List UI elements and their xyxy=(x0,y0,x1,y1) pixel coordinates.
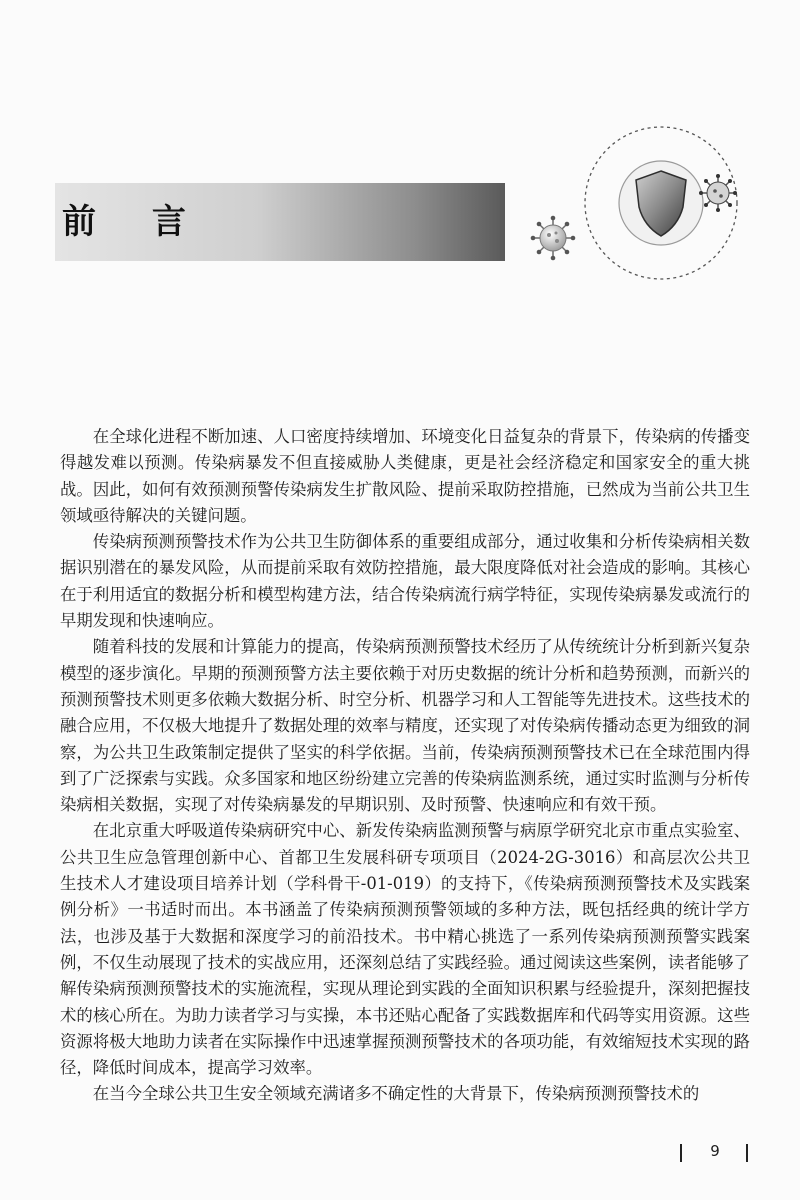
decoration-graphic xyxy=(515,125,765,290)
page-number: 9 xyxy=(710,1142,720,1160)
paragraph: 在当今全球公共卫生安全领域充满诸多不确定性的大背景下，传染病预测预警技术的 xyxy=(92,1084,700,1104)
page-footer xyxy=(680,1142,750,1166)
paragraph: 在北京重大呼吸道传染病研究中心、新发传染病监测预警与病原学研究北京市重点实验室、公共卫生应急管理创新中心、首都卫生发展科研专项项目（2024-2G-3016）和高层次公共卫生技术人才建设项目培养计划（学科骨干-01-019）的支持下，《传染病预测预警技术及实践案例分析》一书适时而出。本书涵盖了传染病预测预警领域的多种方法，既包括经典的统计学方法，也涉及基于大数据和深度学习的前沿技术。书中精心挑选了一系列传染病预测预警实践案例，不仅生动展现了技术的实战应用，还深刻总结了实践经验。通过阅读这些案例，读者能够了解传染病预测预警技术的实施流程，实现从理论到实践的全面知识积累与经验提升，深刻把握技术的核心所在。为助力读者学习与实操，本书还贴心配备了实践数据库和代码等实用资源。这些资源将极大地助力读者在实际操作中迅速掌握预测预警技术的各项功能，有效缩短技术实现的路径，降低时间成本，提高学习效率。 xyxy=(60,821,750,1078)
virus-icon xyxy=(699,174,737,212)
footer-divider xyxy=(746,1144,748,1162)
body-text xyxy=(60,424,750,1108)
footer-divider xyxy=(680,1144,682,1162)
virus-icon xyxy=(531,216,576,261)
paragraph: 传染病预测预警技术作为公共卫生防御体系的重要组成部分，通过收集和分析传染病相关数据识别潜在的暴发风险，从而提前采取有效防控措施，最大限度降低对社会造成的影响。其核心在于利用适宜的数据分析和模型构建方法，结合传染病流行病学特征，实现传染病暴发或流行的早期发现和快速响应。 xyxy=(60,532,750,631)
paragraph: 在全球化进程不断加速、人口密度持续增加、环境变化日益复杂的背景下，传染病的传播变得越发难以预测。传染病暴发不但直接威胁人类健康，更是社会经济稳定和国家安全的重大挑战。因此，如何有效预测预警传染病发生扩散风险、提前采取防控措施，已然成为当前公共卫生领域亟待解决的关键问题。 xyxy=(60,427,750,525)
paragraph: 随着科技的发展和计算能力的提高，传染病预测预警技术经历了从传统统计分析到新兴复杂模型的逐步演化。早期的预测预警方法主要依赖于对历史数据的统计分析和趋势预测，而新兴的预测预警技术则更多依赖大数据分析、时空分析、机器学习和人工智能等先进技术。这些技术的融合应用，不仅极大地提升了数据处理的效率与精度，还实现了对传染病传播动态更为细致的洞察，为公共卫生政策制定提供了坚实的科学依据。当前，传染病预测预警技术已在全球范围内得到了广泛探索与实践。众多国家和地区纷纷建立完善的传染病监测系统，通过实时监测与分析传染病相关数据，实现了对传染病暴发的早期识别、及时预警、快速响应和有效干预。 xyxy=(60,637,750,815)
page-title: 前 言 xyxy=(62,202,208,242)
